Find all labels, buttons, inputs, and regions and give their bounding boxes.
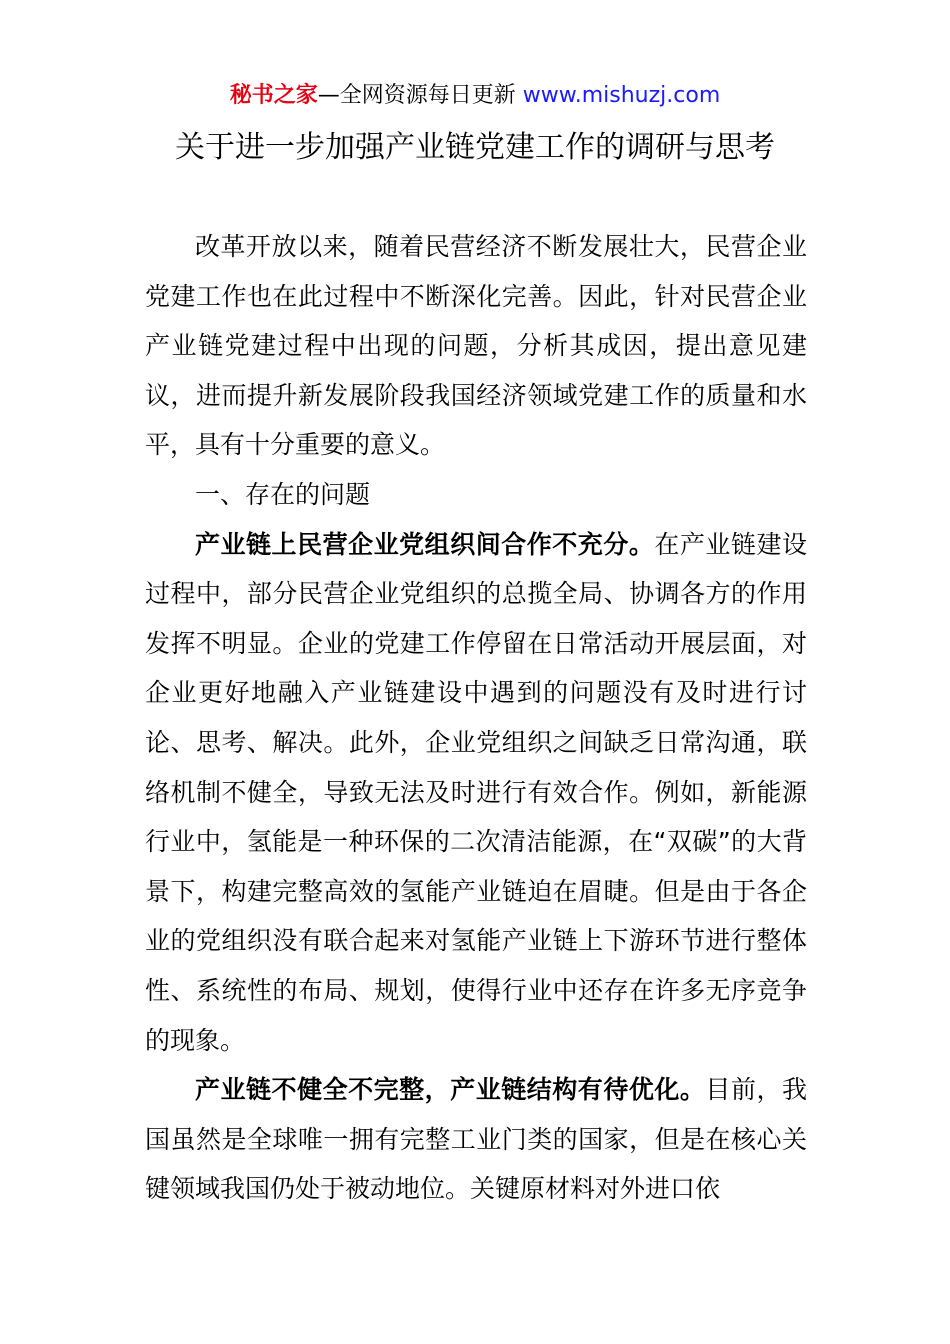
intro-paragraph: 改革开放以来，随着民营经济不断发展壮大，民营企业党建工作也在此过程中不断深化完善。因此，针对民营企业产业链党建过程中出现的问题，分析其成因，提出意见建议，进而提升新发展阶段我国经济领域党建工作的质量和水平，具有十分重要的意义。: [145, 232, 807, 460]
document-title: 关于进一步加强产业链党建工作的调研与思考: [175, 130, 775, 165]
section-heading-problems: 一、存在的问题: [195, 479, 371, 509]
site-url-link[interactable]: www.mishuzj.com: [522, 83, 721, 108]
paragraph-lead-cooperation: 产业链上民营企业党组织间合作不充分。: [195, 529, 655, 559]
paragraph-lead-structure: 产业链不健全不完整，产业链结构有待优化。: [195, 1075, 706, 1105]
paragraph-cooperation: [145, 520, 807, 1066]
document-body: [145, 222, 807, 1214]
site-header: [0, 80, 950, 112]
paragraph-structure: [145, 1065, 807, 1214]
paragraph-body-structure: 目前，我国虽然是全球唯一拥有完整工业门类的国家，但是在核心关键领域我国仍处于被动地位。关键原材料对外进口依: [145, 1075, 807, 1204]
header-tagline: —全网资源每日更新: [317, 83, 516, 108]
brand-name: 秘书之家: [229, 83, 318, 108]
paragraph-body-cooperation: 在产业链建设过程中，部分民营企业党组织的总揽全局、协调各方的作用发挥不明显。企业的党建工作停留在日常活动开展层面，对企业更好地融入产业链建设中遇到的问题没有及时进行讨论、思考、解决。此外，企业党组织之间缺乏日常沟通，联络机制不健全，导致无法及时进行有效合作。例如，新能源行业中，氢能是一种环保的二次清洁能源，在“双碳”的大背景下，构建完整高效的氢能产业链迫在眉睫。但是由于各企业的党组织没有联合起来对氢能产业链上下游环节进行整体性、系统性的布局、规划，使得行业中还存在许多无序竞争的现象。: [145, 529, 807, 1055]
